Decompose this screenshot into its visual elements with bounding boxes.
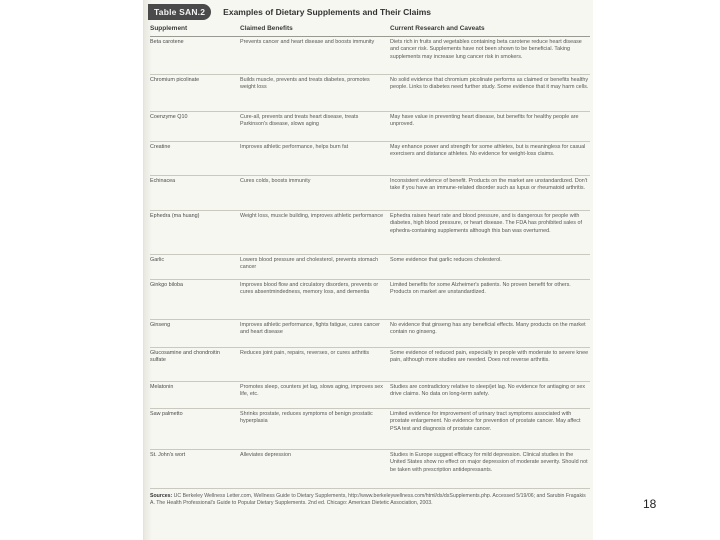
row-supplement: Creatine — [150, 144, 171, 150]
sources-text: UC Berkeley Wellness Letter.com, Wellness Guide to Dietary Supplements, http://www.berkeleywellness.com/html/ds/dsSupplements.php. Accessed 5/19/06; and Sarubin Fragakis A. The Health Professional's Guide to Popular Dietary Supplements. 2nd ed. Chicago: American Dietetic Association, 2003. — [150, 493, 586, 506]
row-benefits: Improves athletic performance, fights fatigue, cures cancer and heart disease — [240, 322, 380, 336]
table-row — [150, 348, 590, 382]
table-row — [150, 211, 590, 255]
header-supplement: Supplement — [150, 25, 188, 32]
row-supplement: Ginkgo biloba — [150, 282, 183, 288]
row-benefits: Promotes sleep, counters jet lag, slows aging, improves sex life, etc. — [240, 384, 383, 398]
row-research: Some evidence of reduced pain, especially in people with moderate to severe knee pain, although more studies are needed. Does not reverse arthritis. — [390, 350, 589, 364]
table-row — [150, 409, 590, 450]
sources-label: Sources: — [150, 493, 173, 499]
row-benefits: Weight loss, muscle building, improves athletic performance — [240, 213, 384, 219]
row-benefits: Builds muscle, prevents and treats diabetes, promotes weight loss — [240, 77, 370, 91]
header-benefits: Claimed Benefits — [240, 25, 293, 32]
page-number: 18 — [643, 497, 657, 511]
table-row — [150, 37, 590, 75]
row-supplement: Coenzyme Q10 — [150, 114, 188, 120]
scanned-page — [143, 0, 593, 540]
row-supplement: Chromium picolinate — [150, 77, 200, 83]
row-benefits: Alleviates depression — [240, 452, 291, 458]
header-research: Current Research and Caveats — [390, 25, 485, 32]
table-tag: Table SAN.2 — [148, 4, 211, 20]
row-supplement: Beta carotene — [150, 39, 184, 45]
table-row — [150, 450, 590, 489]
row-benefits: Improves blood flow and circulatory disorders, prevents or cures absentmindedness, memory loss, and dementia — [240, 282, 379, 296]
table-row — [150, 112, 590, 142]
table-title: Examples of Dietary Supplements and Their Claims — [223, 7, 432, 17]
row-research: Limited evidence for improvement of urinary tract symptoms associated with prostate enlargement. No evidence for prevention of prostate cancer. May affect PSA test and diagnosis of prostate cancer. — [390, 411, 581, 432]
table-row — [150, 280, 590, 320]
table-header — [150, 22, 590, 37]
row-research: May have value in preventing heart disease, but benefits for healthy people are unproved. — [390, 114, 579, 128]
row-supplement: Echinacea — [150, 178, 176, 184]
row-benefits: Prevents cancer and heart disease and boosts immunity — [240, 39, 375, 45]
row-benefits: Cures colds, boosts immunity — [240, 178, 311, 184]
row-supplement: Saw palmetto — [150, 411, 183, 417]
table-row — [150, 176, 590, 211]
row-research: Studies in Europe suggest efficacy for mild depression. Clinical studies in the United States show no effect on major depression of moderate severity. Should not be taken with prescription antidepressants. — [390, 452, 588, 473]
table-title-row — [148, 4, 588, 20]
row-research: Inconsistent evidence of benefit. Products on the market are unstandardized. Don't take if you have an immune-related disorder such as lupus or rheumatoid arthritis. — [390, 178, 588, 192]
row-research: Studies are contradictory relative to sleep/jet lag. No evidence for antiaging or sex drive claims. No data on long-term safety. — [390, 384, 586, 398]
row-benefits: Lowers blood pressure and cholesterol, prevents stomach cancer — [240, 257, 379, 271]
table-row — [150, 382, 590, 409]
row-research: May enhance power and strength for some athletes, but is meaningless for casual exercisers and distance athletes. No evidence for weight-loss claims. — [390, 144, 586, 158]
row-research: Limited benefits for some Alzheimer's patients. No proven benefit for others. Products on market are unstandardized. — [390, 282, 571, 296]
row-benefits: Cure-all, prevents and treats heart disease, treats Parkinson's disease, slows aging — [240, 114, 359, 128]
row-benefits: Reduces joint pain, repairs, reverses, or cures arthritis — [240, 350, 370, 356]
row-supplement: Ginseng — [150, 322, 171, 328]
row-research: Some evidence that garlic reduces cholesterol. — [390, 257, 502, 263]
row-supplement: Glucosamine and chondroitin sulfate — [150, 350, 220, 364]
row-supplement: Ephedra (ma huang) — [150, 213, 200, 219]
row-supplement: Garlic — [150, 257, 165, 263]
row-research: Ephedra raises heart rate and blood pressure, and is dangerous for people with diabetes, high blood pressure, or heart disease. The FDA has prohibited sales of ephedra-containing supplements although this ban was overturned. — [390, 213, 582, 234]
row-supplement: Melatonin — [150, 384, 174, 390]
row-benefits: Shrinks prostate, reduces symptoms of benign prostatic hyperplasia — [240, 411, 373, 425]
table-row — [150, 320, 590, 348]
row-research: Diets rich in fruits and vegetables containing beta carotene reduce heart disease and cancer risk. Supplements have not been shown to be beneficial. Taking supplements may increase lung cancer risk in smokers. — [390, 39, 582, 60]
table-body — [150, 37, 590, 489]
row-research: No solid evidence that chromium picolinate performs as claimed or benefits healthy people. Links to diabetes need further study. Some evidence that it may harm cells. — [390, 77, 589, 91]
table-row — [150, 75, 590, 112]
row-supplement: St. John's wort — [150, 452, 186, 458]
table-row — [150, 142, 590, 176]
table-sources — [150, 493, 590, 507]
row-benefits: Improves athletic performance, helps burn fat — [240, 144, 349, 150]
table-row — [150, 255, 590, 280]
row-research: No evidence that ginseng has any beneficial effects. Many products on the market contain no ginseng. — [390, 322, 586, 336]
